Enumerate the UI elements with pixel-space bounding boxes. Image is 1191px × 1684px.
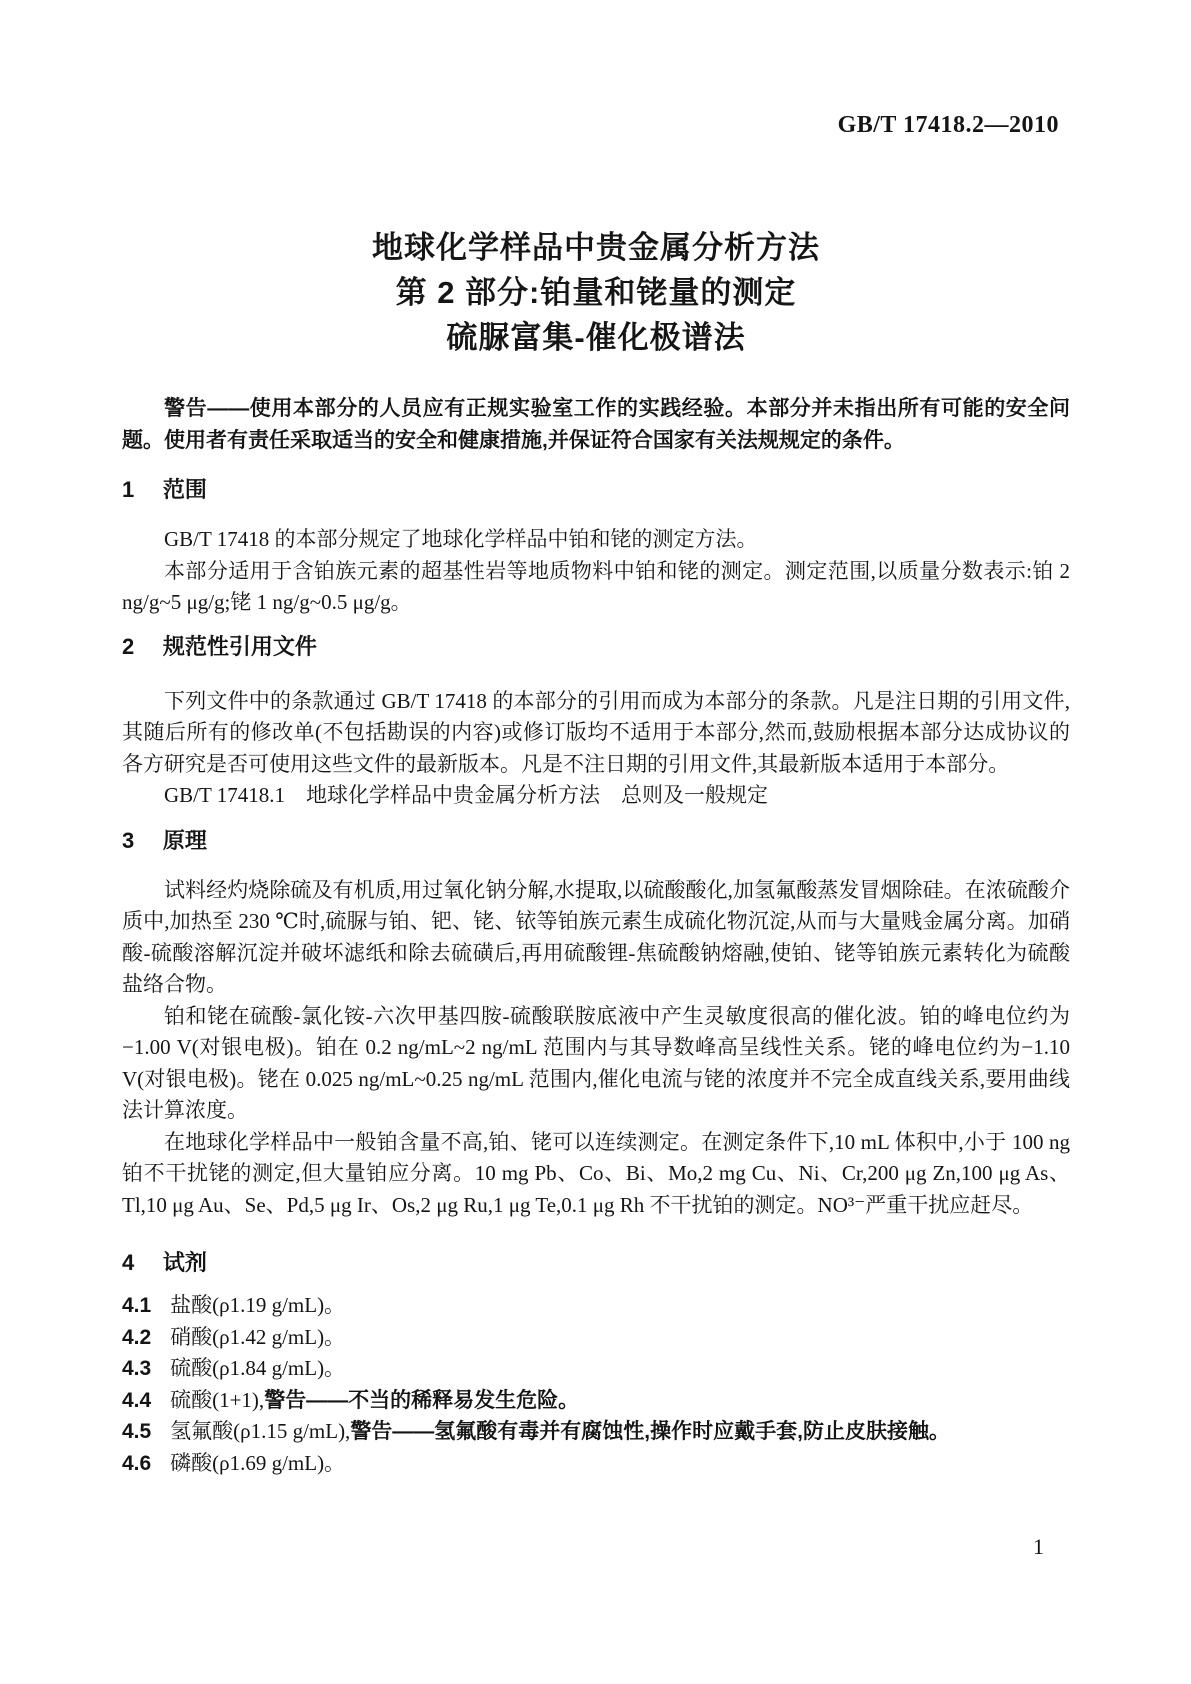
section-2-heading xyxy=(122,634,1070,660)
title-line-1: 地球化学样品中贵金属分析方法 xyxy=(372,230,820,265)
title-line-2: 第 2 部分:铂量和铑量的测定 xyxy=(395,275,797,310)
title-line-3: 硫脲富集-催化极谱法 xyxy=(446,320,746,355)
clause-number: 4.4 xyxy=(122,1388,152,1412)
normative-reference-entry: GB/T 17418.1 地球化学样品中贵金属分析方法 总则及一般规定 xyxy=(164,783,768,807)
reagent-item-4-1 xyxy=(122,1290,1070,1322)
clause-number: 4.6 xyxy=(122,1451,152,1475)
standard-number: GB/T 17418.2—2010 xyxy=(837,112,1059,138)
section-4-heading xyxy=(122,1250,1070,1276)
section-2-title: 规范性引用文件 xyxy=(162,633,317,659)
reagent-text: 氢氟酸(ρ1.15 g/mL), xyxy=(170,1419,351,1443)
reagent-item-4-3 xyxy=(122,1353,1070,1385)
section-2-paragraph-1: 下列文件中的条款通过 GB/T 17418 的本部分的引用而成为本部分的条款。凡是注日期的引用文件,其随后所有的修改单(不包括勘误的内容)或修订版均不适用于本部分,然而,鼓励根据本部分达成协议的各方研究是否可使用这些文件的最新版本。凡是不注日期的引用文件,其最新版本适用于本部分。 xyxy=(122,688,1070,776)
clause-number: 4.5 xyxy=(122,1420,152,1443)
reagent-item-4-6 xyxy=(122,1448,1070,1480)
section-3-paragraph-2: 铂和铑在硫酸-氯化铵-六次甲基四胺-硫酸联胺底液中产生灵敏度很高的催化波。铂的峰电位约为−1.00 V(对银电极)。铂在 0.2 ng/mL~2 ng/mL 范围内与其导数峰高呈线性关系。铑的峰电位约为−1.10 V(对银电极)。铑在 0.025 ng/mL~0.25 ng/mL 范围内,催化电流与铑的浓度并不完全成直线关系,要用曲线法计算浓度。 xyxy=(122,1003,1070,1122)
page-content xyxy=(122,0,1070,1479)
section-4-title: 试剂 xyxy=(162,1250,207,1275)
section-3-paragraph-3: 在地球化学样品中一般铂含量不高,铂、铑可以连续测定。在测定条件下,10 mL 体积中,小于 100 ng 铂不干扰铑的测定,但大量铂应分离。10 mg Pb、Co、Bi、Mo,2 mg Cu、Ni、Cr,200 μg Zn,100 μg As、Tl,10 μg Au、Se、Pd,5 μg Ir、Os,2 μg Ru,1 μg Te,0.1 μg Rh 不干扰铂的测定。NO³⁻严重干扰应赶尽。 xyxy=(122,1129,1070,1217)
section-3-number: 3 xyxy=(122,827,135,853)
reagent-warning: 警告——不当的稀释易发生危险。 xyxy=(264,1388,580,1412)
section-3-paragraph-1: 试料经灼烧除硫及有机质,用过氧化钠分解,水提取,以硫酸酸化,加氢氟酸蒸发冒烟除硅。在浓硫酸介质中,加热至 230 ℃时,硫脲与铂、钯、铑、铱等铂族元素生成硫化物沉淀,从而与大量贱金属分离。加硝酸-硫酸溶解沉淀并破坏滤纸和除去硫磺后,再用硫酸锂-焦硫酸钠熔融,使铂、铑等铂族元素转化为硫酸盐络合物。 xyxy=(122,877,1070,996)
reagent-item-4-5 xyxy=(122,1416,1070,1448)
reagent-list xyxy=(122,1290,1070,1479)
section-3-heading xyxy=(122,828,1070,854)
reagent-text: 磷酸(ρ1.69 g/mL)。 xyxy=(170,1450,346,1475)
reagent-item-4-4 xyxy=(122,1385,1070,1417)
document-title xyxy=(122,225,1070,360)
page-number: 1 xyxy=(1033,1534,1044,1559)
reagent-warning: 警告——氢氟酸有毒并有腐蚀性,操作时应戴手套,防止皮肤接触。 xyxy=(350,1420,950,1443)
section-2-number: 2 xyxy=(122,633,135,659)
reagent-text: 硫酸(ρ1.84 g/mL)。 xyxy=(170,1356,346,1380)
reagent-text: 盐酸(ρ1.19 g/mL)。 xyxy=(170,1293,346,1317)
section-1-paragraph-2: 本部分适用于含铂族元素的超基性岩等地质物料中铂和铑的测定。测定范围,以质量分数表示:铂 2 ng/g~5 μg/g;铑 1 ng/g~0.5 μg/g。 xyxy=(122,558,1070,614)
clause-number: 4.2 xyxy=(122,1325,152,1349)
section-4-number: 4 xyxy=(122,1250,135,1275)
section-1-number: 1 xyxy=(122,477,135,502)
safety-warning-paragraph: 警告——使用本部分的人员应有正规实验室工作的实践经验。本部分并未指出所有可能的安全问题。使用者有责任采取适当的安全和健康措施,并保证符合国家有关法规规定的条件。 xyxy=(122,397,1070,452)
reagent-text: 硫酸(1+1), xyxy=(170,1387,265,1412)
clause-number: 4.3 xyxy=(122,1357,152,1380)
reagent-text: 硝酸(ρ1.42 g/mL)。 xyxy=(170,1324,346,1349)
section-1-title: 范围 xyxy=(162,477,207,502)
clause-number: 4.1 xyxy=(122,1294,152,1317)
section-1-heading xyxy=(122,477,1070,503)
section-1-paragraph-1: GB/T 17418 的本部分规定了地球化学样品中铂和铑的测定方法。 xyxy=(164,527,758,551)
reagent-item-4-2 xyxy=(122,1322,1070,1354)
section-3-title: 原理 xyxy=(162,827,207,853)
